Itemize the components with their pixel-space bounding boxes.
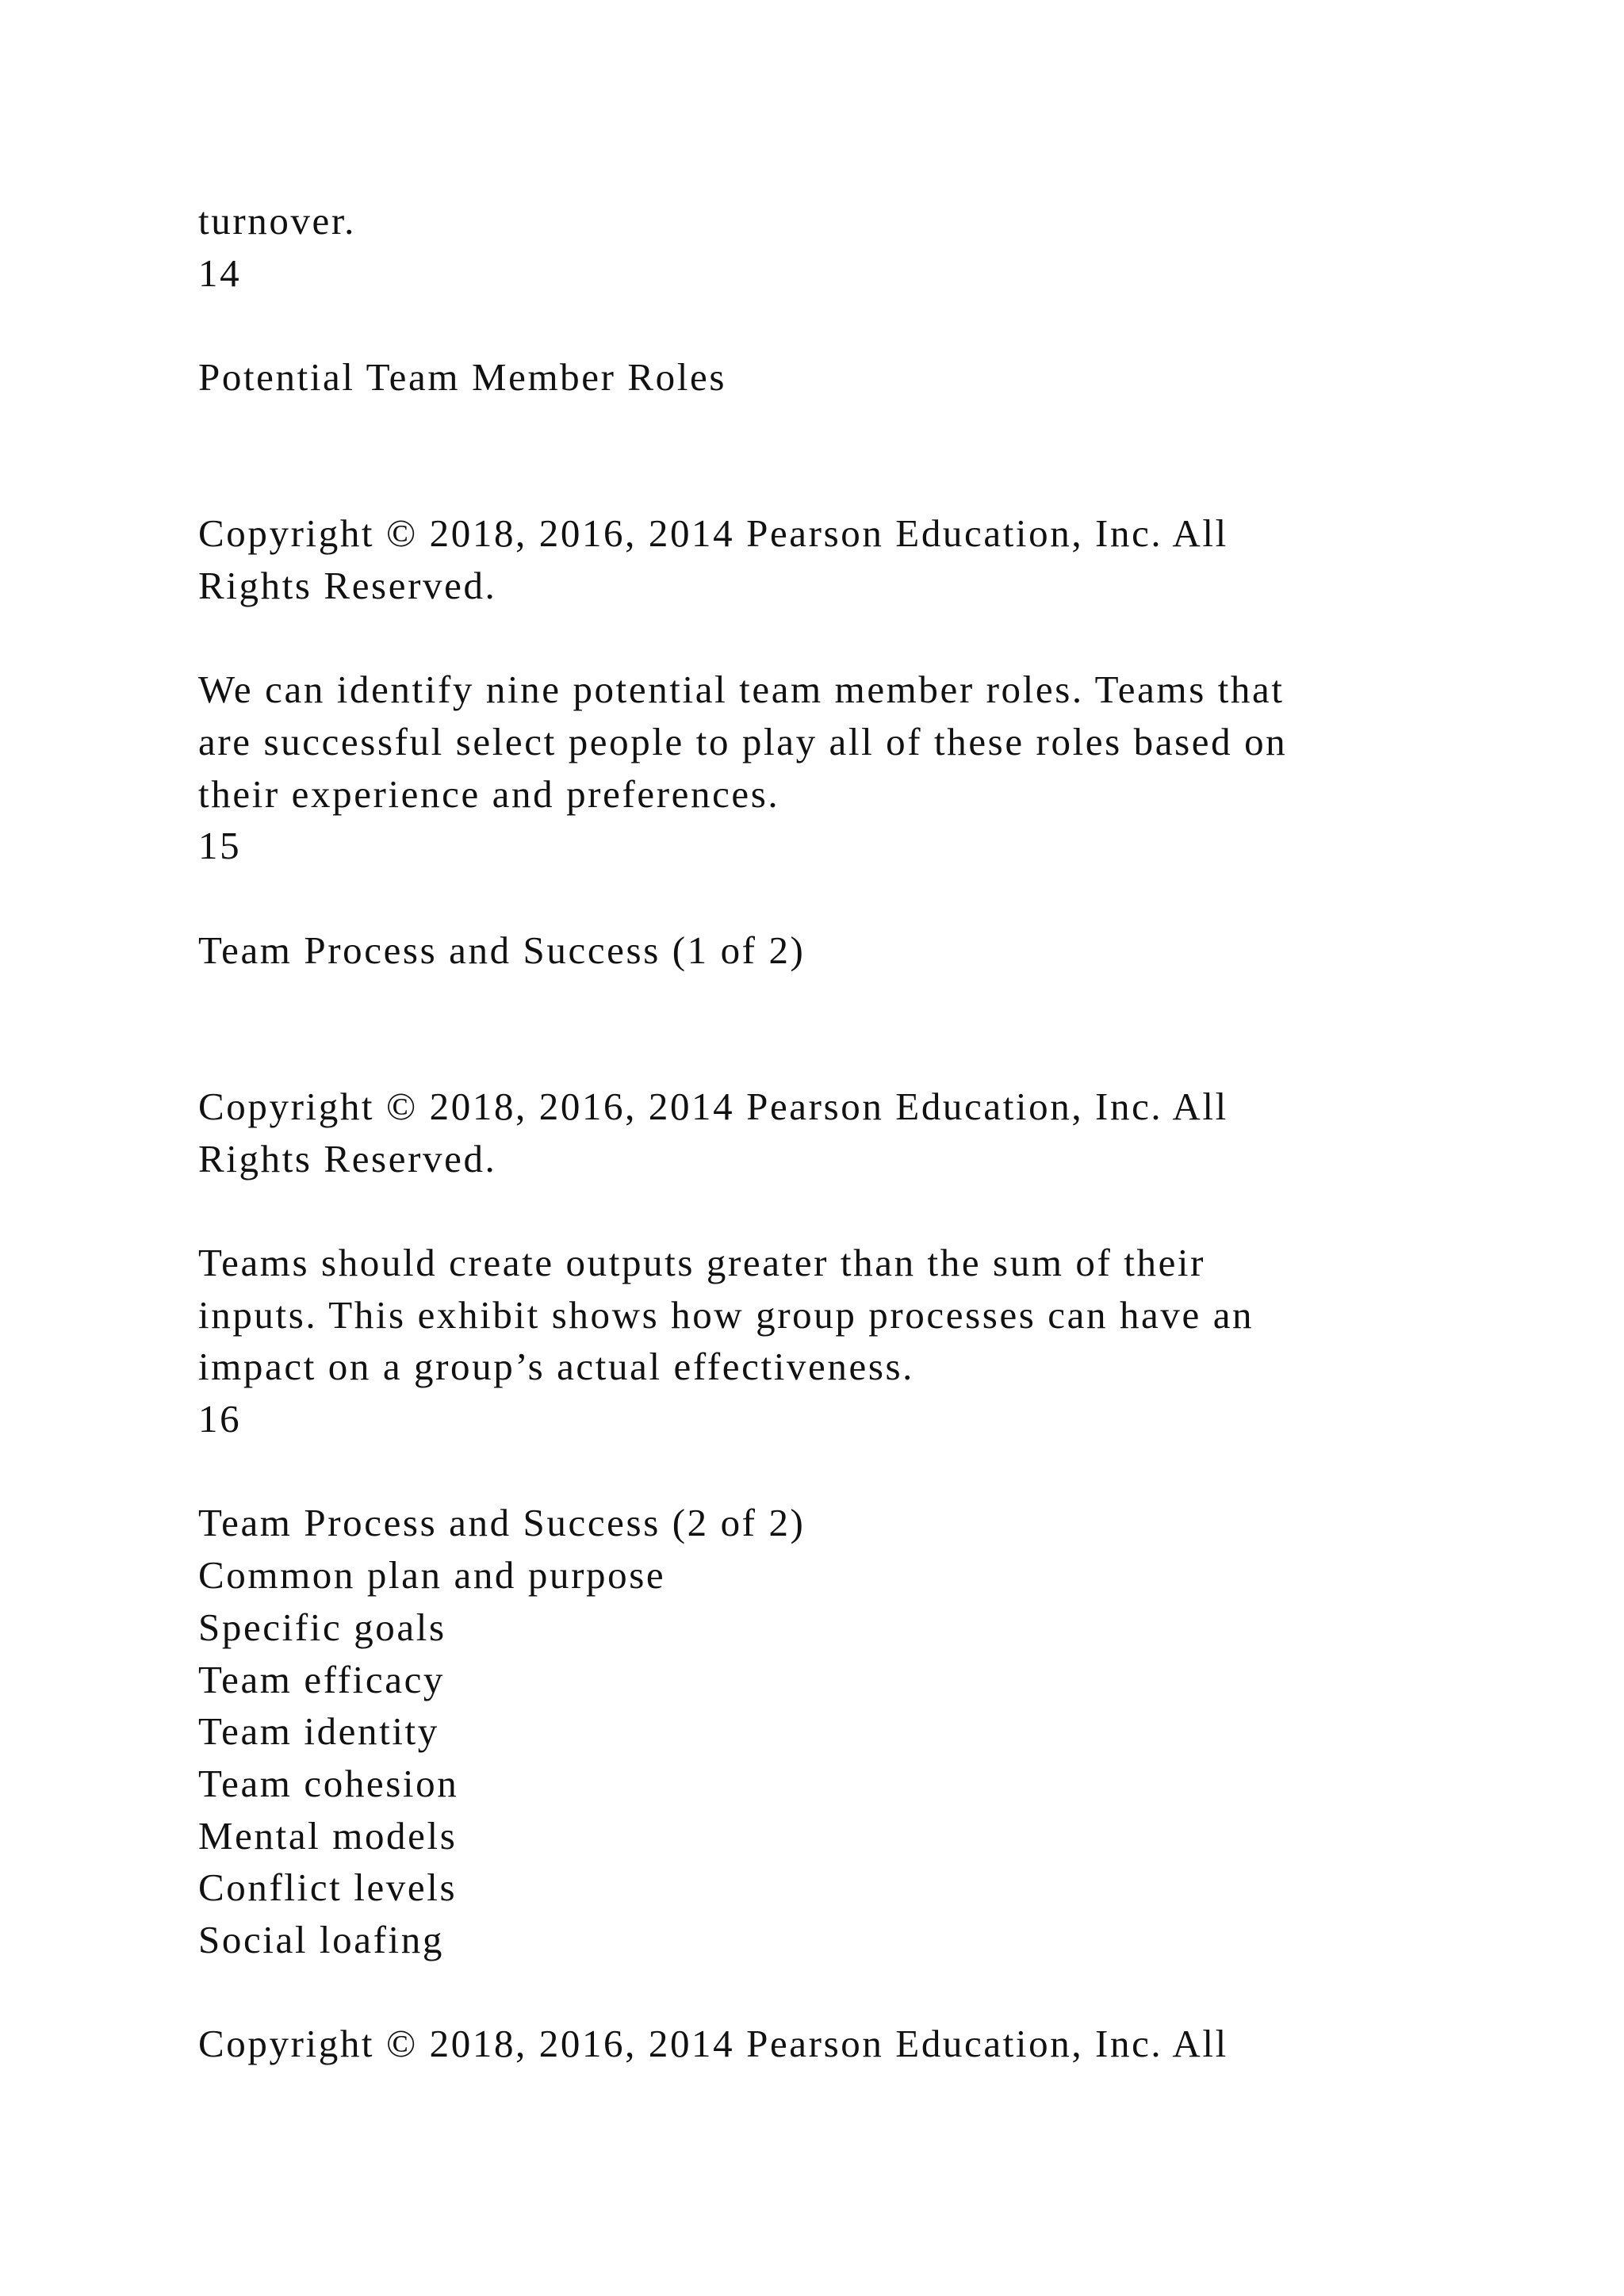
slide-title: Team Process and Success (1 of 2) [198, 928, 806, 972]
list-item: Team cohesion [198, 1761, 459, 1805]
copyright-line: Copyright © 2018, 2016, 2014 Pearson Education, Inc. All [198, 1084, 1228, 1128]
blank-line [198, 976, 1507, 1028]
text-line: turnover. [198, 199, 356, 243]
list-item: Social loafing [198, 1918, 444, 1962]
blank-line [198, 299, 1507, 351]
blank-line [198, 872, 1507, 924]
list-item: Team efficacy [198, 1657, 446, 1701]
blank-line [198, 404, 1507, 456]
text-line: Teams should create outputs greater than the sum of their [198, 1240, 1206, 1284]
list-item: Mental models [198, 1813, 458, 1858]
text-line: impact on a group’s actual effectiveness. [198, 1345, 915, 1389]
blank-line [198, 455, 1507, 507]
text-line: inputs. This exhibit shows how group processes can have an [198, 1292, 1254, 1337]
blank-line [198, 1184, 1507, 1237]
copyright-line: Copyright © 2018, 2016, 2014 Pearson Education, Inc. All [198, 2022, 1228, 2066]
text-line: their experience and preferences. [198, 771, 780, 816]
text-line: We can identify nine potential team member roles. Teams that [198, 668, 1285, 712]
copyright-line: Copyright © 2018, 2016, 2014 Pearson Education, Inc. All [198, 511, 1228, 556]
list-item: Common plan and purpose [198, 1553, 666, 1598]
copyright-line: Rights Reserved. [198, 1136, 497, 1181]
blank-line [198, 1966, 1507, 2019]
slide-title: Team Process and Success (2 of 2) [198, 1501, 806, 1545]
text-line: are successful select people to play all of these roles based on [198, 719, 1288, 763]
blank-line [198, 612, 1507, 664]
copyright-line: Rights Reserved. [198, 563, 497, 607]
slide-number: 14 [198, 251, 242, 295]
list-item: Specific goals [198, 1605, 446, 1649]
list-item: Conflict levels [198, 1866, 458, 1910]
slide-title: Potential Team Member Roles [198, 355, 726, 400]
list-item: Team identity [198, 1709, 439, 1754]
slide-number: 15 [198, 824, 242, 868]
blank-line [198, 1028, 1507, 1081]
blank-line [198, 1445, 1507, 1498]
slide-number: 16 [198, 1397, 242, 1441]
document-body [198, 195, 1507, 2070]
